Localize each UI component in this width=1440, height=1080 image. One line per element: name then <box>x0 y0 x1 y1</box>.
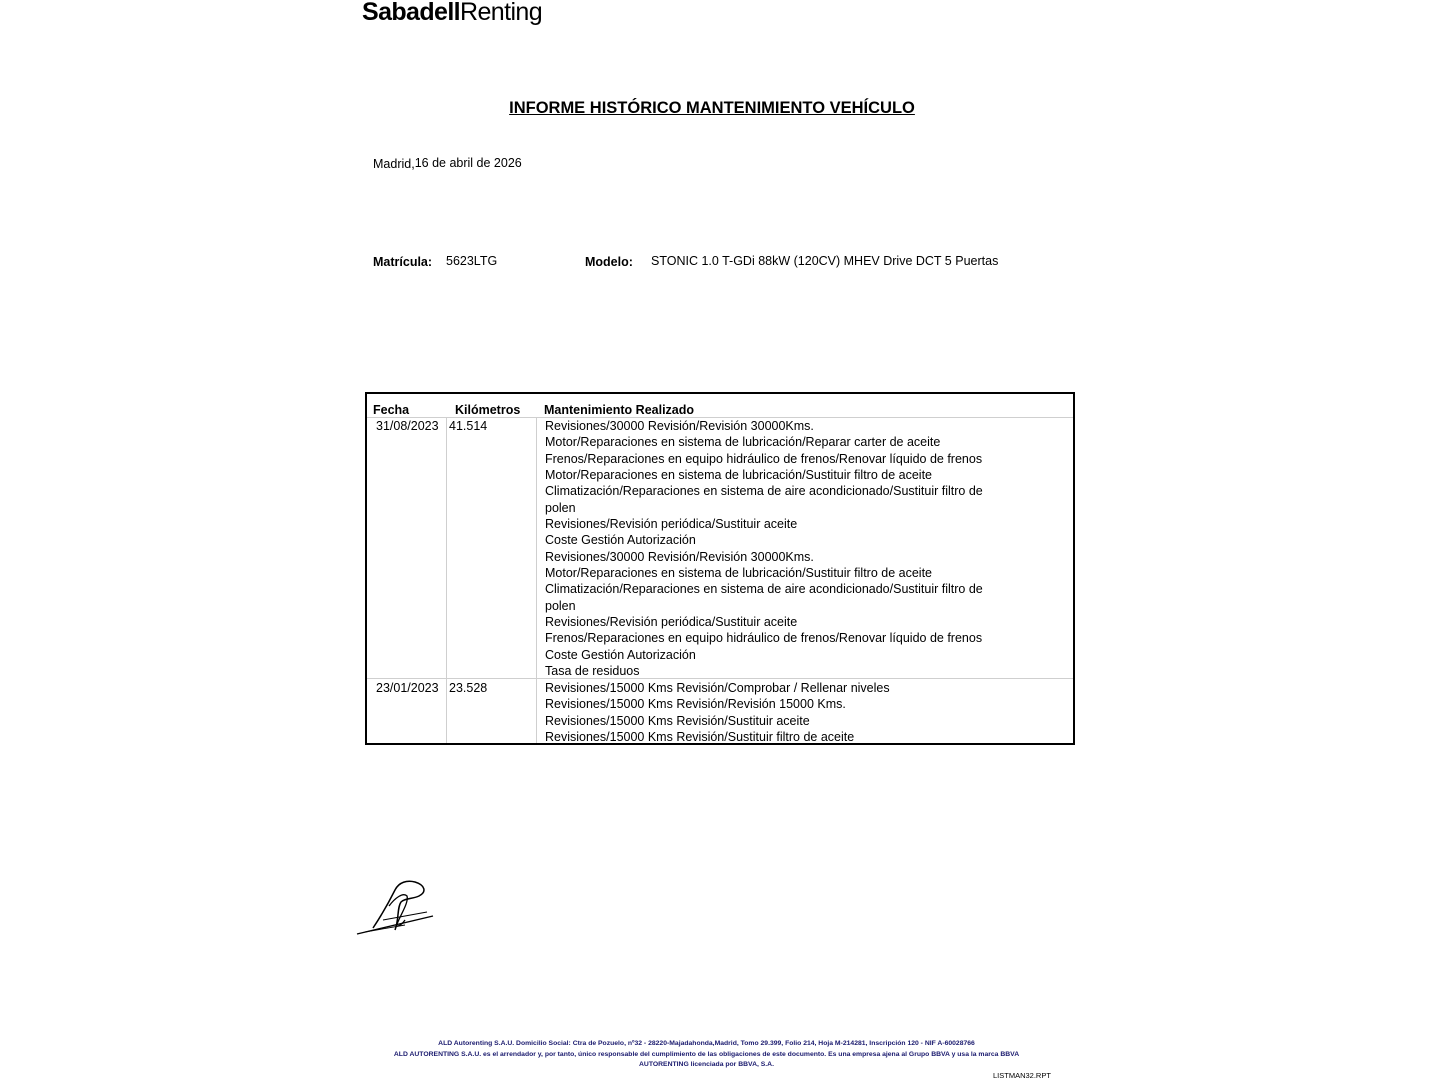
list-item: Motor/Reparaciones en sistema de lubricación/Sustituir filtro de aceite <box>545 566 932 581</box>
report-code: LISTMAN32.RPT <box>993 1071 1051 1080</box>
list-item: Tasa de residuos <box>545 664 640 679</box>
list-item: Revisiones/Revisión periódica/Sustituir aceite <box>545 615 798 630</box>
plate-value: 5623LTG <box>446 254 498 268</box>
row-items <box>545 418 985 680</box>
place-text: Madrid, <box>373 157 415 171</box>
footer-line: ALD Autorenting S.A.U. Domicilio Social: Ctra de Pozuelo, nº32 - 28220-Majadahonda,Madrid, Tomo 29.399, Folio 214, Hoja M-214281, Inscripción 120 - NIF A-60028766 <box>438 1040 975 1047</box>
list-item: Coste Gestión Autorización <box>545 647 696 662</box>
row-km: 23.528 <box>449 681 488 695</box>
list-item: Revisiones/30000 Revisión/Revisión 30000Kms. <box>545 419 814 433</box>
list-item: Motor/Reparaciones en sistema de lubricación/Sustituir filtro de aceite <box>545 468 932 483</box>
row-divider <box>367 678 1073 679</box>
model-label: Modelo: <box>585 255 633 269</box>
date-text: 16 de abril de 2026 <box>414 156 522 170</box>
place-date <box>373 156 522 170</box>
col-header-mantenimiento: Mantenimiento Realizado <box>544 403 695 417</box>
report-title: INFORME HISTÓRICO MANTENIMIENTO VEHÍCULO <box>509 99 915 117</box>
maintenance-table <box>365 392 1075 745</box>
col-header-kilometros: Kilómetros <box>455 403 521 417</box>
list-item: Revisiones/Revisión periódica/Sustituir aceite <box>545 517 798 532</box>
col-header-fecha: Fecha <box>373 403 410 417</box>
list-item: Climatización/Reparaciones en sistema de aire acondicionado/Sustituir filtro de polen <box>545 484 983 515</box>
model-value: STONIC 1.0 T-GDi 88kW (120CV) MHEV Drive DCT 5 Puertas <box>651 254 999 268</box>
list-item: Motor/Reparaciones en sistema de lubricación/Reparar carter de aceite <box>545 435 941 450</box>
list-item: Revisiones/15000 Kms Revisión/Revisión 15000 Kms. <box>545 697 846 712</box>
row-date: 31/08/2023 <box>376 419 439 433</box>
list-item: Frenos/Reparaciones en equipo hidráulico de frenos/Renovar líquido de frenos <box>545 631 983 646</box>
row-km: 41.514 <box>449 419 488 433</box>
plate-label: Matrícula: <box>373 255 433 269</box>
list-item: Revisiones/15000 Kms Revisión/Comprobar / Rellenar niveles <box>545 681 890 695</box>
logo-regular-text: Renting <box>460 0 543 26</box>
footer-line: ALD AUTORENTING S.A.U. es el arrendador y, por tanto, único responsable del cumplimiento de las obligaciones de este documento. Es una empresa ajena al Grupo BBVA y usa la marca BBVA <box>393 1050 1020 1058</box>
column-divider <box>446 417 447 743</box>
row-items <box>545 680 985 745</box>
footer-line: AUTORENTING licenciada por BBVA, S.A. <box>639 1061 774 1068</box>
list-item: Revisiones/15000 Kms Revisión/Sustituir aceite <box>545 713 810 728</box>
list-item: Revisiones/30000 Revisión/Revisión 30000Kms. <box>545 549 814 564</box>
list-item: Climatización/Reparaciones en sistema de aire acondicionado/Sustituir filtro de polen <box>545 582 983 613</box>
signature-icon <box>355 876 437 938</box>
logo-bold-text: Sabadell <box>362 0 461 26</box>
list-item: Coste Gestión Autorización <box>545 533 696 548</box>
company-logo <box>362 0 542 27</box>
column-divider <box>536 417 537 743</box>
footer-legal <box>0 1039 1413 1071</box>
row-date: 23/01/2023 <box>376 681 439 695</box>
list-item: Frenos/Reparaciones en equipo hidráulico de frenos/Renovar líquido de frenos <box>545 451 983 466</box>
list-item: Revisiones/15000 Kms Revisión/Sustituir filtro de aceite <box>545 730 855 745</box>
